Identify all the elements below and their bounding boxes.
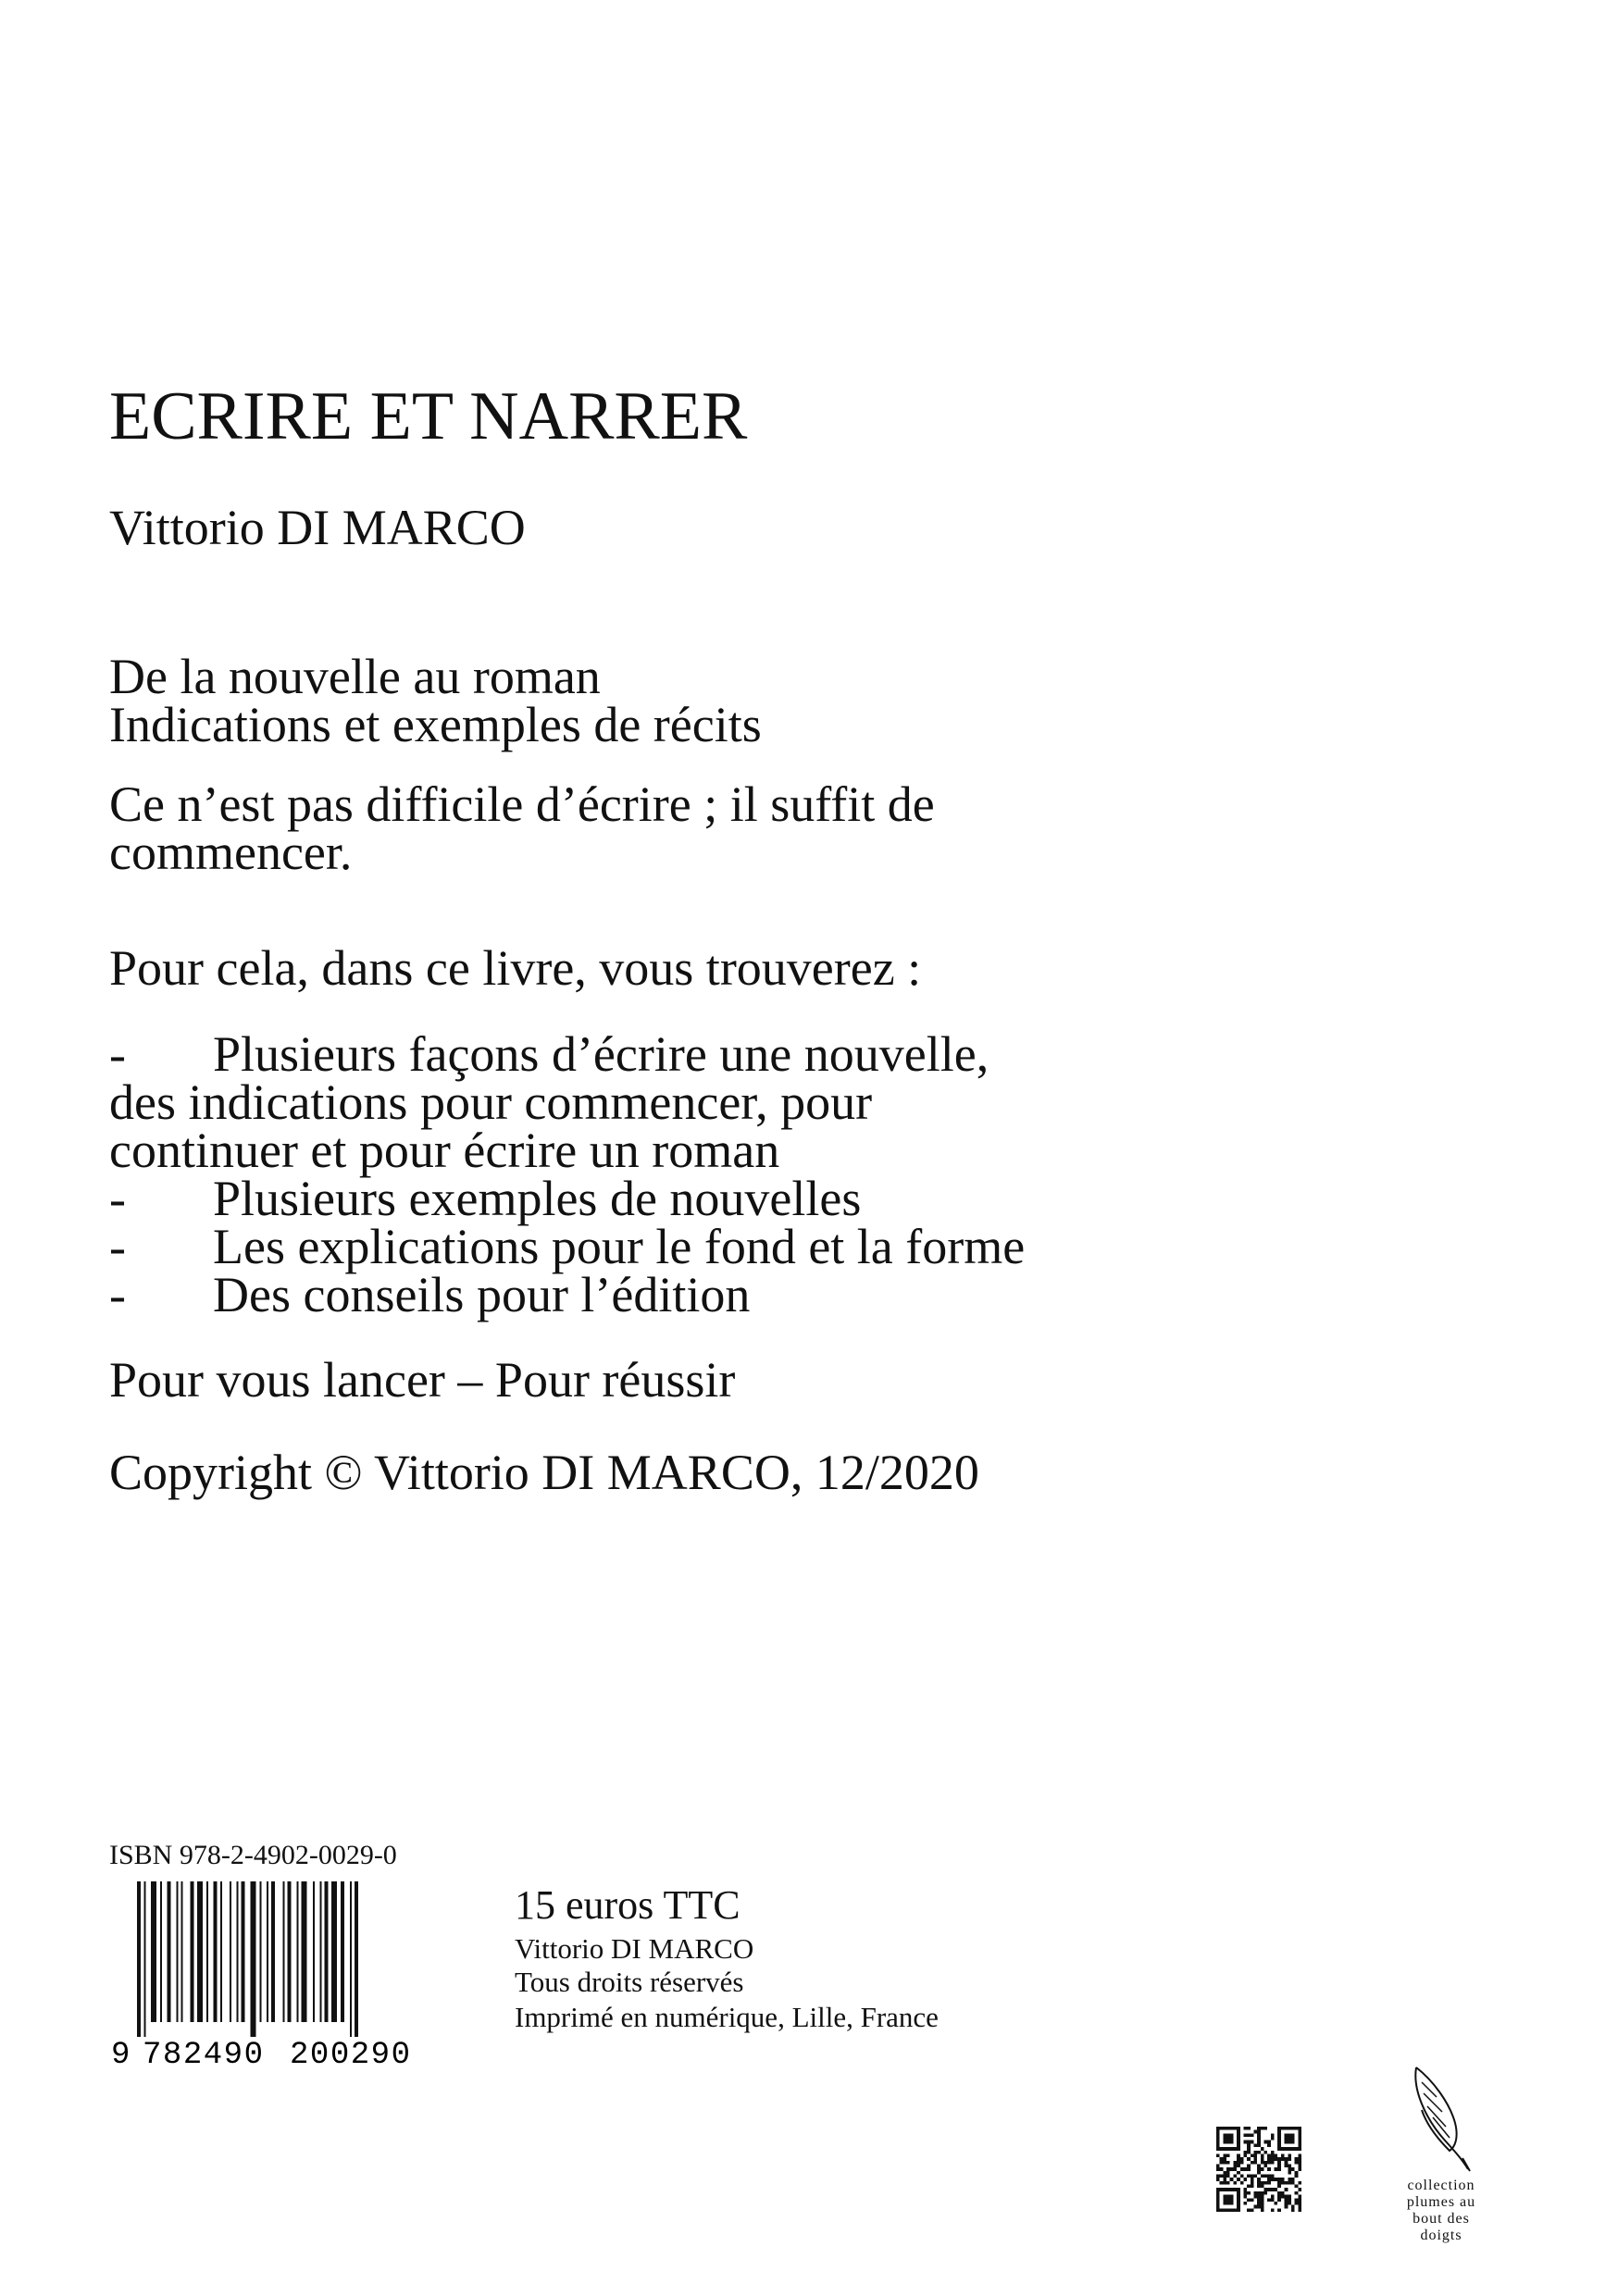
collection-line: doigts xyxy=(1420,2228,1462,2243)
publisher-author: Vittorio DI MARCO xyxy=(515,1932,754,1965)
list-item-continuation: des indications pour commencer, pour xyxy=(109,1074,873,1130)
list-dash: - xyxy=(109,1219,126,1274)
barcode-digits-left: 782490 xyxy=(143,2038,263,2066)
book-author: Vittorio DI MARCO xyxy=(109,500,526,555)
barcode-digit-first: 9 xyxy=(111,2038,131,2066)
barcode-digits-right: 200290 xyxy=(290,2038,410,2066)
feature-list xyxy=(109,1026,1461,1322)
collection-line: bout des xyxy=(1413,2211,1470,2227)
list-item xyxy=(109,1171,1461,1226)
feather-icon xyxy=(1409,2062,1474,2173)
intro-text: Pour cela, dans ce livre, vous trouverez : xyxy=(109,940,922,996)
price-label: 15 euros TTC xyxy=(515,1882,741,1928)
collection-line: plumes au xyxy=(1406,2194,1476,2210)
list-dash: - xyxy=(109,1267,126,1322)
list-item-text: Les explications pour le fond et la forme xyxy=(213,1219,1026,1274)
barcode xyxy=(109,1881,456,2066)
list-item xyxy=(109,1267,1461,1322)
print-location: Imprimé en numérique, Lille, France xyxy=(515,2001,939,2033)
list-item xyxy=(109,1026,1461,1082)
quote-block xyxy=(109,776,1461,880)
subtitle-line-2: Indications et exemples de récits xyxy=(109,697,762,752)
quote-line-1: Ce n’est pas difficile d’écrire ; il suffit de xyxy=(109,776,935,832)
book-title: ECRIRE ET NARRER xyxy=(109,379,748,454)
tagline: Pour vous lancer – Pour réussir xyxy=(109,1352,736,1408)
list-item xyxy=(109,1219,1461,1274)
qr-code-icon xyxy=(1216,2127,1301,2212)
list-item-continuation: continuer et pour écrire un roman xyxy=(109,1123,780,1178)
list-item-text: Plusieurs exemples de nouvelles xyxy=(213,1171,862,1226)
rights-notice: Tous droits réservés xyxy=(515,1966,744,1998)
copyright-notice: Copyright © Vittorio DI MARCO, 12/2020 xyxy=(109,1445,979,1500)
collection-line: collection xyxy=(1407,2178,1475,2193)
list-dash: - xyxy=(109,1026,126,1082)
subtitle-block xyxy=(109,649,1461,752)
list-dash: - xyxy=(109,1171,126,1226)
list-item-text: Plusieurs façons d’écrire une nouvelle, xyxy=(213,1026,989,1082)
quote-line-2: commencer. xyxy=(109,825,353,880)
list-item-text: Des conseils pour l’édition xyxy=(213,1267,751,1322)
collection-logo-text xyxy=(1381,2178,1501,2244)
subtitle-line-1: De la nouvelle au roman xyxy=(109,649,601,704)
isbn-label: ISBN 978-2-4902-0029-0 xyxy=(109,1840,397,1870)
